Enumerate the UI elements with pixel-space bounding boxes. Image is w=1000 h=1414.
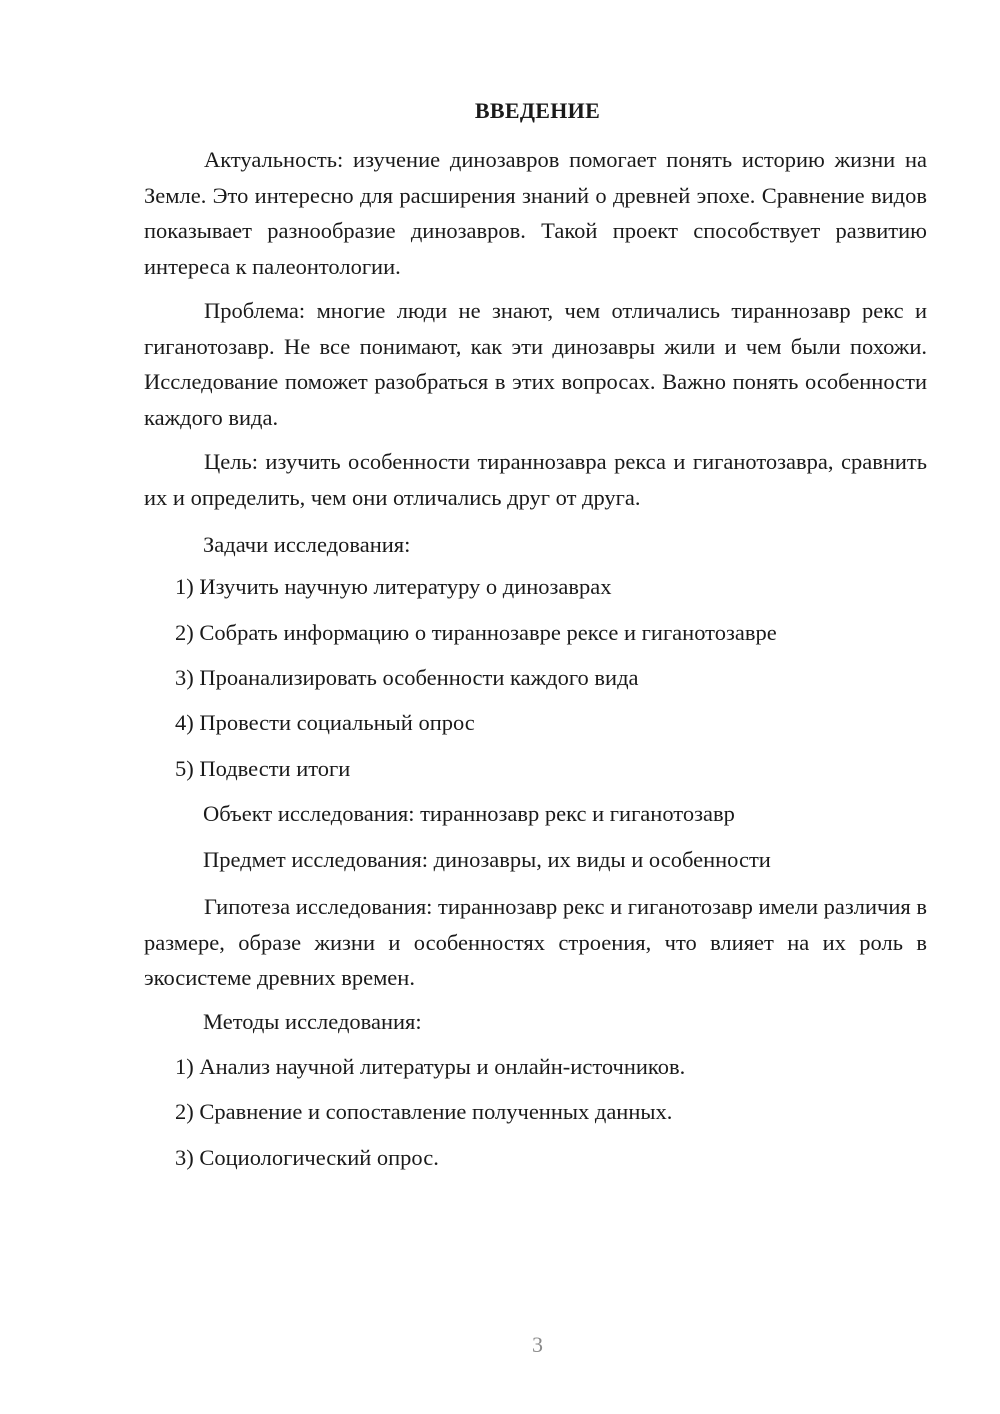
problem-paragraph	[144, 293, 927, 435]
method-item: 2) Сравнение и сопоставление полученных данных.	[175, 1099, 673, 1124]
method-item: 3) Социологический опрос.	[175, 1145, 439, 1170]
task-item: 1) Изучить научную литературу о динозаврах	[175, 574, 612, 599]
task-item: 5) Подвести итоги	[175, 756, 351, 781]
page-title: ВВЕДЕНИЕ	[474, 98, 601, 123]
tasks-heading: Задачи исследования:	[203, 532, 411, 557]
method-item: 1) Анализ научной литературы и онлайн-источников.	[175, 1054, 686, 1079]
page-number: 3	[532, 1332, 543, 1357]
relevance-paragraph	[144, 142, 927, 284]
goal-text: Цель: изучить особенности тираннозавра рекса и гиганотозавра, сравнить их и определить, чем они отличались друг от друга.	[144, 449, 927, 510]
hypothesis-paragraph	[144, 889, 927, 996]
goal-paragraph	[144, 444, 927, 515]
hypothesis-text: Гипотеза исследования: тираннозавр рекс и гиганотозавр имели различия в размере, образе жизни и особенностях строения, что влияет на их роль в экосистеме древних времен.	[144, 894, 927, 990]
research-subject: Предмет исследования: динозавры, их виды и особенности	[203, 847, 771, 872]
task-item: 4) Провести социальный опрос	[175, 710, 475, 735]
task-item: 2) Собрать информацию о тираннозавре рексе и гиганотозавре	[175, 620, 777, 645]
relevance-text: Актуальность: изучение динозавров помогает понять историю жизни на Земле. Это интересно для расширения знаний о древней эпохе. Сравнение видов показывает разнообразие динозавров. Такой проект способствует развитию интереса к палеонтологии.	[144, 147, 927, 279]
research-object: Объект исследования: тираннозавр рекс и гиганотозавр	[203, 801, 735, 826]
problem-text: Проблема: многие люди не знают, чем отличались тираннозавр рекс и гиганотозавр. Не все понимают, как эти динозавры жили и чем были похожи. Исследование поможет разобраться в этих вопросах. Важно понять особенности каждого вида.	[144, 298, 927, 430]
methods-heading: Методы исследования:	[203, 1009, 422, 1034]
task-item: 3) Проанализировать особенности каждого вида	[175, 665, 639, 690]
